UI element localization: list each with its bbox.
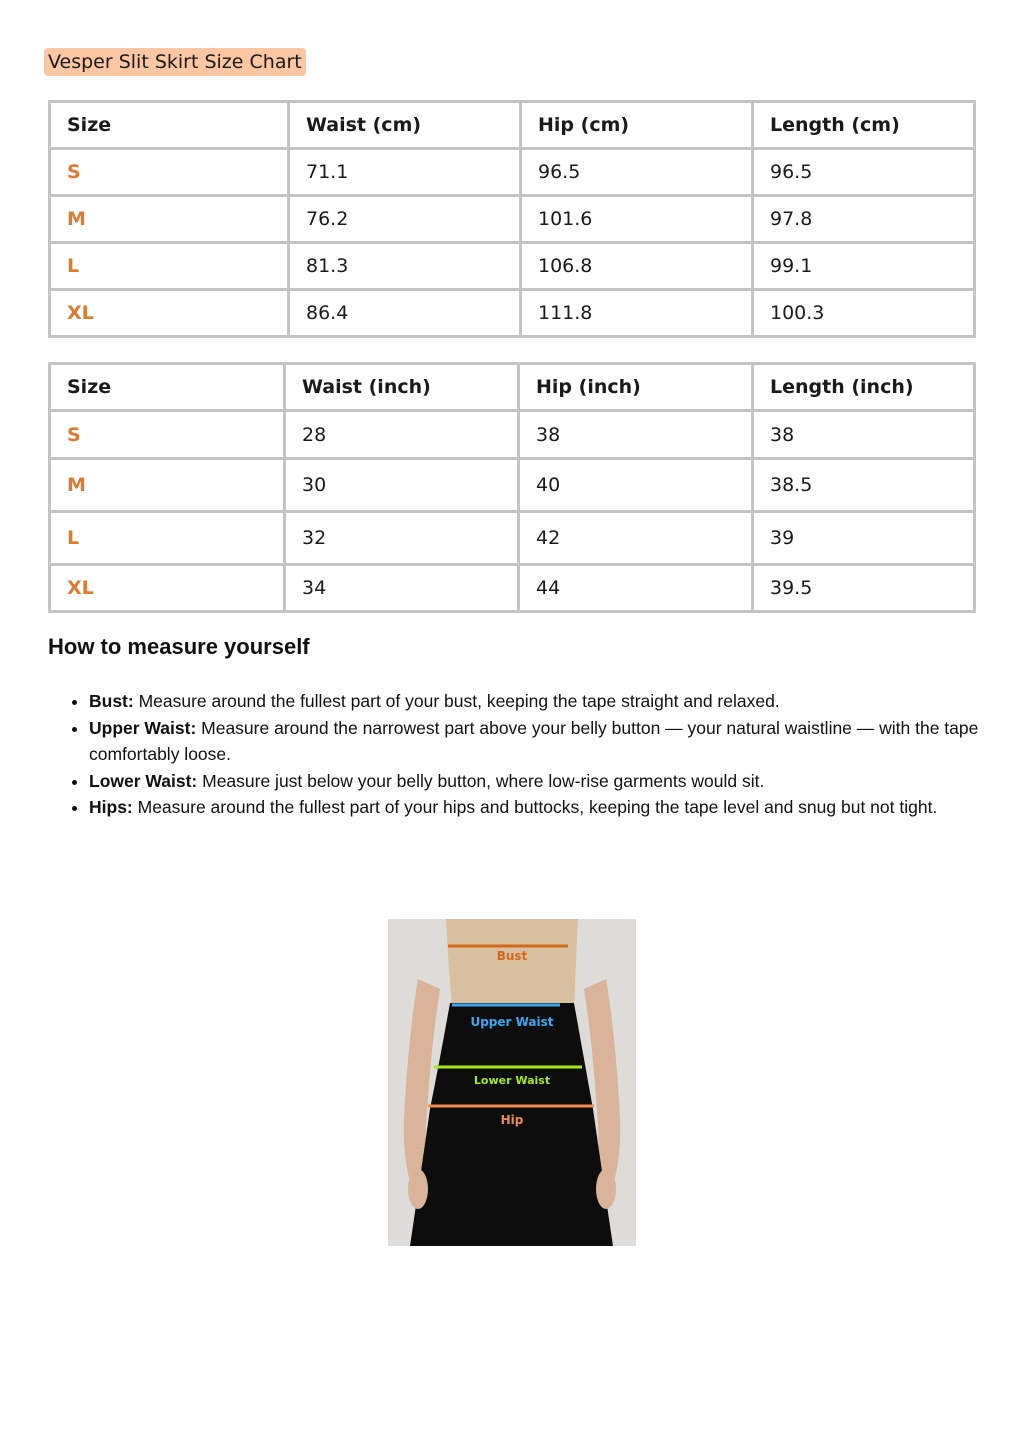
size-label: S [50, 149, 289, 196]
size-label: XL [50, 290, 289, 337]
size-label: M [50, 196, 289, 243]
desc-upper-waist: Measure around the narrowest part above your belly button — your natural waistline — with the tape comfortably loose. [89, 717, 979, 764]
table-row [50, 459, 975, 512]
length-value: 100.3 [753, 290, 975, 337]
size-label: L [50, 512, 285, 565]
lower-waist-label: Lower Waist [473, 1074, 551, 1087]
waist-value: 81.3 [289, 243, 521, 290]
left-hand [408, 1169, 428, 1209]
length-value: 97.8 [753, 196, 975, 243]
header-length: Length (cm) [753, 102, 975, 149]
measurement-guide-image [388, 919, 636, 1246]
length-value: 96.5 [753, 149, 975, 196]
desc-hips: Measure around the fullest part of your hips and buttocks, keeping the tape level and snug but not tight. [132, 797, 938, 817]
hip-value: 106.8 [521, 243, 753, 290]
header-hip: Hip (inch) [519, 364, 753, 411]
list-item-hips [89, 794, 989, 821]
header-size: Size [50, 364, 285, 411]
size-table-cm [48, 100, 976, 338]
table-row [50, 565, 975, 612]
list-item-bust [89, 688, 989, 715]
how-to-measure-heading: How to measure yourself [48, 634, 310, 659]
table-row [50, 243, 975, 290]
beige-top [446, 919, 578, 1007]
waist-value: 32 [285, 512, 519, 565]
measure-instructions-list [62, 688, 989, 821]
size-label: M [50, 459, 285, 512]
waist-value: 76.2 [289, 196, 521, 243]
measurement-figure-illustration [388, 919, 636, 1246]
desc-lower-waist: Measure just below your belly button, where low-rise garments would sit. [197, 770, 765, 791]
term-bust: Bust: [89, 691, 134, 711]
waist-value: 28 [285, 411, 519, 459]
desc-bust: Measure around the fullest part of your bust, keeping the tape straight and relaxed. [133, 691, 780, 711]
header-size: Size [50, 102, 289, 149]
size-table-inch [48, 362, 976, 613]
waist-value: 86.4 [289, 290, 521, 337]
hip-value: 38 [519, 411, 753, 459]
term-lower-waist: Lower Waist: [89, 770, 198, 791]
hip-value: 42 [519, 512, 753, 565]
length-value: 38 [753, 411, 975, 459]
hip-value: 111.8 [521, 290, 753, 337]
bust-label: Bust [496, 949, 528, 963]
header-waist: Waist (inch) [285, 364, 519, 411]
hip-value: 40 [519, 459, 753, 512]
length-value: 38.5 [753, 459, 975, 512]
length-value: 39 [753, 512, 975, 565]
header-length: Length (inch) [753, 364, 975, 411]
header-hip: Hip (cm) [521, 102, 753, 149]
table-header-row [50, 364, 975, 411]
page-title: Vesper Slit Skirt Size Chart [44, 48, 306, 76]
waist-value: 30 [285, 459, 519, 512]
table-row [50, 290, 975, 337]
upper-waist-label: Upper Waist [470, 1015, 554, 1029]
hip-value: 101.6 [521, 196, 753, 243]
size-label: XL [50, 565, 285, 612]
length-value: 39.5 [753, 565, 975, 612]
table-row [50, 411, 975, 459]
waist-value: 71.1 [289, 149, 521, 196]
hip-value: 44 [519, 565, 753, 612]
list-item-upper-waist [89, 715, 989, 768]
waist-value: 34 [285, 565, 519, 612]
table-row [50, 196, 975, 243]
size-label: S [50, 411, 285, 459]
hip-label: Hip [500, 1113, 524, 1127]
size-label: L [50, 243, 289, 290]
right-hand [596, 1169, 616, 1209]
term-hips: Hips: [89, 797, 133, 817]
table-header-row [50, 102, 975, 149]
list-item-lower-waist [89, 768, 989, 795]
header-waist: Waist (cm) [289, 102, 521, 149]
length-value: 99.1 [753, 243, 975, 290]
table-row [50, 512, 975, 565]
hip-value: 96.5 [521, 149, 753, 196]
table-row [50, 149, 975, 196]
term-upper-waist: Upper Waist: [89, 717, 197, 738]
